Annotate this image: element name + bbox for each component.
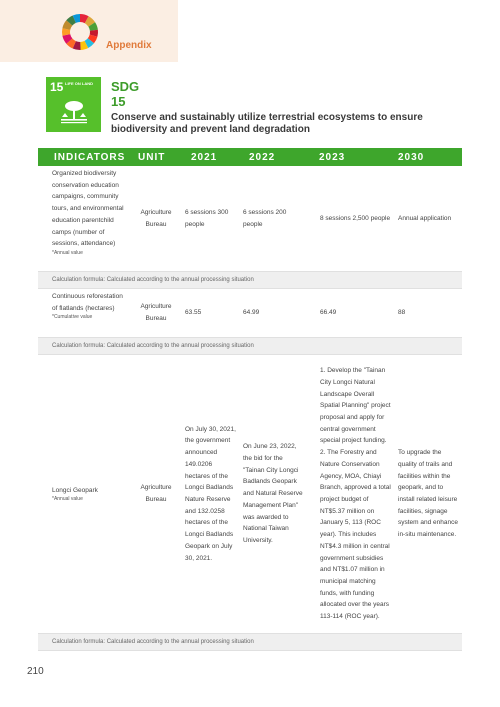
value-2022: 64.99 <box>240 289 308 338</box>
header-indicators: INDICATORS <box>38 148 130 166</box>
value-2021: 63.55 <box>182 289 240 338</box>
unit-cell: Agriculture Bureau <box>130 289 182 338</box>
sdg15-goal-tile <box>46 77 101 132</box>
table-row <box>38 289 462 338</box>
indicator-note: *Cumulative value <box>52 314 93 321</box>
indicators-table <box>38 148 462 651</box>
sdg-title-line2: 15 <box>111 94 126 109</box>
appendix-label: Appendix <box>106 40 152 51</box>
indicator-note: *Annual value <box>52 249 83 256</box>
unit-cell: Agriculture Bureau <box>130 166 182 272</box>
sdg-title <box>111 79 139 109</box>
value-2022: On June 23, 2022, the bid for the "Tainan City Longci Badlands Geopark and Natural Reserve Management Plan" was awarded to National Taiwan University. <box>240 355 308 634</box>
formula-text: Calculation formula: Calculated according to the annual processing situation <box>38 338 462 355</box>
unit-cell: Agriculture Bureau <box>130 355 182 634</box>
value-2023-part2: 2. The Forestry and Nature Conservation Agency, MOA, Chiayi Branch, approved a total project budget of NT$5.37 million on January 5, 113 (ROC year). This includes NT$4.3 million in central government subsidies and NT$1.07 million in municipal matching funds, with funding allocated over the years 113-114 (ROC year). <box>320 449 391 621</box>
header-2023: 2023 <box>308 148 396 166</box>
table-row <box>38 166 462 272</box>
goal-number: 15 <box>50 80 64 94</box>
indicator-text: Organized biodiversity conservation education campaigns, community tours, and environmental education parentchild camps (number of sessions, attendance) <box>52 170 124 248</box>
formula-text: Calculation formula: Calculated according to the annual processing situation <box>38 634 462 651</box>
formula-row <box>38 338 462 355</box>
value-2021: 6 sessions 300 people <box>182 166 240 272</box>
goal-label: LIFE ON LAND <box>65 81 93 86</box>
formula-row <box>38 634 462 651</box>
page-number: 210 <box>27 666 44 677</box>
indicator-text: Longci Geopark <box>52 486 98 494</box>
indicator-cell <box>38 355 130 634</box>
value-2030: 88 <box>396 289 462 338</box>
formula-row <box>38 272 462 289</box>
sdg-title-line1: SDG <box>111 79 140 94</box>
value-2023 <box>308 355 396 634</box>
header-2022: 2022 <box>240 148 308 166</box>
indicator-text: Continuous reforestation of flatlands (hectares) <box>52 293 123 312</box>
indicator-cell <box>38 289 130 338</box>
value-2023: 66.49 <box>308 289 396 338</box>
value-2021: On July 30, 2021, the government announced 149.0206 hectares of the Longci Badlands Nature Reserve and 132.0258 hectares of the Longci Badlands Geopark on July 30, 2021. <box>182 355 240 634</box>
indicator-cell <box>38 166 130 272</box>
header-unit: UNIT <box>130 148 182 166</box>
value-2030: Annual application <box>396 166 462 272</box>
header-2030: 2030 <box>396 148 462 166</box>
indicator-note: *Annual value <box>52 496 83 503</box>
sdg-description: Conserve and sustainably utilize terrestrial ecosystems to ensure biodiversity and prevent land degradation <box>111 112 423 135</box>
table-row <box>38 355 462 634</box>
value-2030: To upgrade the quality of trails and facilities within the geopark, and to install related leisure facilities, signage system and enhance in-situ maintenance. <box>396 355 462 634</box>
table-header-row <box>38 148 462 166</box>
sdg-wheel-icon <box>61 13 99 51</box>
value-2022: 6 sessions 200 people <box>240 166 308 272</box>
formula-text: Calculation formula: Calculated according to the annual processing situation <box>38 272 462 289</box>
value-2023: 8 sessions 2,500 people <box>308 166 396 272</box>
tree-icon <box>58 97 90 127</box>
header-2021: 2021 <box>182 148 240 166</box>
value-2023-part1: 1. Develop the "Tainan City Longci Natural Landscape Overall Spatial Planning" project proposal and apply for central government special project funding. <box>320 367 391 445</box>
